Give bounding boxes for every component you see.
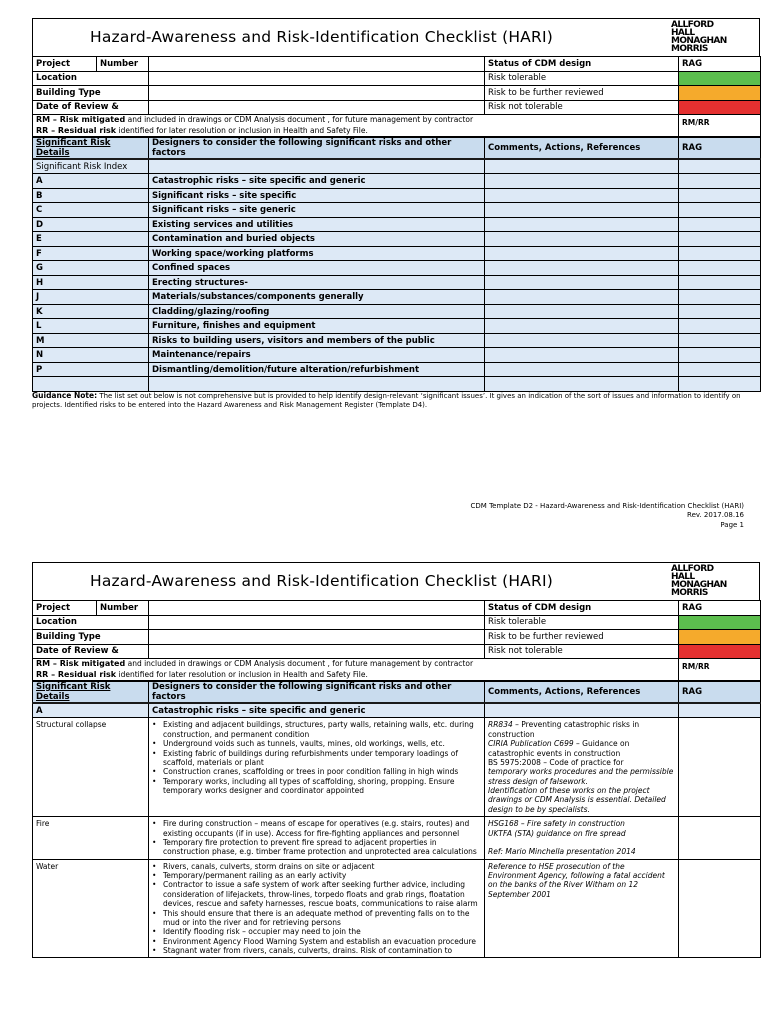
title-box — [32, 562, 760, 600]
rm-rr-legend — [33, 659, 679, 681]
date-review-field[interactable] — [149, 100, 485, 115]
section-title: Catastrophic risks – site specific and generic — [149, 703, 485, 718]
risk-code: P — [33, 362, 149, 377]
risk-code: E — [33, 232, 149, 247]
header-table — [32, 600, 761, 681]
rmrr-label: RM/RR — [679, 115, 761, 137]
rag-cell[interactable] — [679, 859, 761, 958]
risk-code: B — [33, 188, 149, 203]
building-type-field[interactable] — [149, 630, 485, 645]
risk-code: G — [33, 261, 149, 276]
logo-line: ALLFORD — [671, 20, 714, 30]
location-field[interactable] — [149, 71, 485, 86]
location-field[interactable] — [149, 615, 485, 630]
col-header-details: Significant Risk Details — [33, 682, 149, 704]
rag-red-swatch — [679, 644, 761, 659]
header-table — [32, 56, 761, 137]
rag-cell[interactable] — [679, 304, 761, 319]
detail-table — [32, 681, 761, 958]
comment-cell[interactable] — [485, 188, 679, 203]
detail-row-fire — [33, 817, 761, 860]
rag-label: RAG — [679, 601, 761, 616]
comment-cell[interactable] — [485, 203, 679, 218]
checklist-page-2 — [32, 562, 760, 958]
logo-line: HALL — [671, 28, 695, 38]
risk-code: N — [33, 348, 149, 363]
rag-cell[interactable] — [679, 362, 761, 377]
risk-title: Significant risks – site generic — [149, 203, 485, 218]
factor-item: • Construction cranes, scaffolding or trees in poor condition falling in high winds — [152, 767, 481, 776]
factor-item: • Identify flooding risk – occupier may need to join the — [152, 927, 481, 936]
number-label: Number — [97, 57, 149, 72]
comment-cell[interactable]: HSG168 – Fire safety in construction UKTFA (STA) guidance on fire spread Ref: Mario Minchella presentation 2014 — [485, 817, 679, 860]
comment-cell[interactable] — [485, 290, 679, 305]
logo-line: MORRIS — [671, 44, 708, 54]
status-label: Status of CDM design — [485, 57, 679, 72]
factor-item: • Temporary/permanent railing as an early activity — [152, 871, 481, 880]
comment-cell[interactable]: Reference to HSE prosecution of the Environment Agency, following a fatal accident on the banks of the River Witham on 12 September 2001 — [485, 859, 679, 958]
logo-line: MONAGHAN — [671, 580, 727, 590]
project-field[interactable] — [149, 601, 485, 616]
risk-code: L — [33, 319, 149, 334]
index-label: Significant Risk Index — [33, 159, 149, 174]
page-title: Hazard-Awareness and Risk-Identification Checklist (HARI) — [90, 28, 553, 46]
rag-cell[interactable] — [679, 348, 761, 363]
risk-title: Confined spaces — [149, 261, 485, 276]
company-logo — [671, 565, 727, 597]
rr-text: identified for later resolution or inclusion in Health and Safety File. — [116, 669, 368, 679]
date-review-field[interactable] — [149, 644, 485, 659]
rm-label: RM – Risk mitigated — [36, 115, 126, 125]
project-label: Project — [33, 601, 97, 616]
risk-tolerable-label: Risk tolerable — [485, 71, 679, 86]
rr-text: identified for later resolution or inclusion in Health and Safety File. — [116, 125, 368, 135]
logo-line: ALLFORD — [671, 564, 714, 574]
comment-cell[interactable] — [485, 362, 679, 377]
footer-template-name: CDM Template D2 - Hazard-Awareness and Risk-Identification Checklist (HARI) — [470, 502, 744, 510]
rr-label: RR – Residual risk — [36, 669, 117, 679]
date-review-label: Date of Review & — [33, 644, 149, 659]
rag-cell[interactable] — [679, 246, 761, 261]
factor-list — [152, 819, 481, 857]
rag-amber-swatch — [679, 86, 761, 101]
risk-code: M — [33, 333, 149, 348]
guidance-text: The list set out below is not comprehensive but is provided to help identify design-relevant ‘significant issues’. It gives an indication of the sort of issues and information to identify on projects. Identified risks to be entered into the Hazard Awareness and Risk Management Register (Template D4). — [32, 392, 741, 410]
building-type-field[interactable] — [149, 86, 485, 101]
building-type-label: Building Type — [33, 630, 149, 645]
risk-code: C — [33, 203, 149, 218]
date-review-label: Date of Review & — [33, 100, 149, 115]
risk-code: J — [33, 290, 149, 305]
risk-name: Fire — [33, 817, 149, 860]
comment-cell[interactable] — [485, 333, 679, 348]
col-header-designers: Designers to consider the following significant risks and other factors — [149, 682, 485, 704]
rag-cell[interactable] — [679, 275, 761, 290]
comment-cell[interactable]: RR834 – Preventing catastrophic risks in construction CIRIA Publication C699 – Guidance on catastrophic events in construction BS 5975:2008 – Code of practice for temporary works procedures and the permissible stress design of falsework. Identification of these works on the project drawings or CDM Analysis is essential. Detailed design to be by specialists. — [485, 718, 679, 817]
col-header-comments: Comments, Actions, References — [485, 138, 679, 160]
comment-cell[interactable] — [485, 217, 679, 232]
factor-item: • Existing fabric of buildings during refurbishments under temporary loadings of scaffold, materials or plant — [152, 749, 481, 768]
factor-item: • Stagnant water from rivers, canals, culverts, drains. Risk of contamination to — [152, 946, 481, 955]
rag-cell[interactable] — [679, 817, 761, 860]
rag-cell[interactable] — [679, 377, 761, 392]
col-header-comments: Comments, Actions, References — [485, 682, 679, 704]
risk-code: D — [33, 217, 149, 232]
rag-cell[interactable] — [679, 217, 761, 232]
comment-cell[interactable] — [485, 246, 679, 261]
risk-title: Materials/substances/components generally — [149, 290, 485, 305]
comment-cell[interactable] — [485, 348, 679, 363]
number-label: Number — [97, 601, 149, 616]
risk-title: Significant risks – site specific — [149, 188, 485, 203]
risk-index-table — [32, 137, 761, 392]
detail-row-structural-collapse — [33, 718, 761, 817]
risk-title: Dismantling/demolition/future alteration/refurbishment — [149, 362, 485, 377]
risk-name: Water — [33, 859, 149, 958]
col-header-details: Significant Risk Details — [33, 138, 149, 160]
risk-title: Working space/working platforms — [149, 246, 485, 261]
rag-cell[interactable] — [679, 333, 761, 348]
comment-cell[interactable] — [485, 174, 679, 189]
rag-cell[interactable] — [679, 203, 761, 218]
footer-page-number: Page 1 — [720, 520, 744, 529]
col-header-designers: Designers to consider the following significant risks and other factors — [149, 138, 485, 160]
risk-title: Existing services and utilities — [149, 217, 485, 232]
guidance-label: Guidance Note: — [32, 391, 98, 400]
footer-revision: Rev. 2017.08.16 — [687, 511, 744, 520]
risk-title: Erecting structures- — [149, 275, 485, 290]
risk-code: K — [33, 304, 149, 319]
rag-green-swatch — [679, 615, 761, 630]
comment-cell[interactable] — [485, 319, 679, 334]
rag-amber-swatch — [679, 630, 761, 645]
comment-cell[interactable] — [485, 304, 679, 319]
risk-not-tolerable-label: Risk not tolerable — [485, 644, 679, 659]
factor-item: • Rivers, canals, culverts, storm drains on site or adjacent — [152, 862, 481, 871]
status-label: Status of CDM design — [485, 601, 679, 616]
factor-item: • Fire during construction – means of escape for operatives (e.g. stairs, routes) and existing occupants (if in use). Access for fire-fighting appliances and personnel — [152, 819, 481, 838]
project-field[interactable] — [149, 57, 485, 72]
rag-cell[interactable] — [679, 188, 761, 203]
risk-title: Risks to building users, visitors and members of the public — [149, 333, 485, 348]
risk-name: Structural collapse — [33, 718, 149, 817]
title-box — [32, 18, 760, 56]
rmrr-label: RM/RR — [679, 659, 761, 681]
risk-title: Catastrophic risks – site specific and generic — [149, 174, 485, 189]
risk-title: Furniture, finishes and equipment — [149, 319, 485, 334]
rm-rr-legend — [33, 115, 679, 137]
risk-review-label: Risk to be further reviewed — [485, 630, 679, 645]
factor-list — [152, 720, 481, 795]
project-label: Project — [33, 57, 97, 72]
section-code: A — [33, 703, 149, 718]
factor-item: • This should ensure that there is an adequate method of preventing falls on to the mud or into the river and for retrieving persons — [152, 909, 481, 928]
rag-green-swatch — [679, 71, 761, 86]
rm-text: and included in drawings or CDM Analysis document , for future management by contractor — [125, 115, 474, 125]
factor-list — [152, 862, 481, 956]
rag-cell[interactable] — [679, 290, 761, 305]
factor-item: • Temporary works, including all types of scaffolding, shoring, propping. Ensure temporary works designer and coordinator appointed — [152, 777, 481, 796]
risk-review-label: Risk to be further reviewed — [485, 86, 679, 101]
page-footer — [471, 502, 744, 530]
location-label: Location — [33, 615, 149, 630]
location-label: Location — [33, 71, 149, 86]
risk-code: A — [33, 174, 149, 189]
col-header-rag: RAG — [679, 138, 761, 160]
factor-item: • Environment Agency Flood Warning System and establish an evacuation procedure — [152, 937, 481, 946]
risk-code: F — [33, 246, 149, 261]
rag-cell[interactable] — [679, 319, 761, 334]
logo-line: MONAGHAN — [671, 36, 727, 46]
factor-item: • Contractor to issue a safe system of work after seeking further advice, including consideration of lifejackets, throw-lines, torpedo floats and grab rings, floatation devices, rescue and safety harnesses, rescue boats, communications to raise alarm — [152, 880, 481, 908]
logo-line: MORRIS — [671, 588, 708, 598]
rm-label: RM – Risk mitigated — [36, 659, 126, 669]
factor-item: • Temporary fire protection to prevent fire spread to adjacent properties in construction phase, e.g. timber frame protection and unprotected area calculations — [152, 838, 481, 857]
rag-red-swatch — [679, 100, 761, 115]
comment-cell[interactable] — [485, 261, 679, 276]
factor-item: • Underground voids such as tunnels, vaults, mines, old workings, wells, etc. — [152, 739, 481, 748]
comment-cell[interactable] — [485, 275, 679, 290]
rm-text: and included in drawings or CDM Analysis document , for future management by contractor — [125, 659, 474, 669]
rag-cell[interactable] — [679, 232, 761, 247]
risk-code: H — [33, 275, 149, 290]
factor-item: • Existing and adjacent buildings, structures, party walls, retaining walls, etc. during construction, and permanent condition — [152, 720, 481, 739]
detail-row-water — [33, 859, 761, 958]
comment-cell[interactable] — [485, 232, 679, 247]
comment-cell[interactable] — [485, 377, 679, 392]
company-logo — [671, 21, 727, 53]
rag-cell[interactable] — [679, 718, 761, 817]
page-title: Hazard-Awareness and Risk-Identification Checklist (HARI) — [90, 572, 553, 590]
risk-title: Cladding/glazing/roofing — [149, 304, 485, 319]
rr-label: RR – Residual risk — [36, 125, 117, 135]
logo-line: HALL — [671, 572, 695, 582]
risk-not-tolerable-label: Risk not tolerable — [485, 100, 679, 115]
risk-title: Maintenance/repairs — [149, 348, 485, 363]
rag-cell[interactable] — [679, 174, 761, 189]
rag-label: RAG — [679, 57, 761, 72]
col-header-rag: RAG — [679, 682, 761, 704]
risk-tolerable-label: Risk tolerable — [485, 615, 679, 630]
guidance-note — [32, 391, 744, 411]
risk-title: Contamination and buried objects — [149, 232, 485, 247]
rag-cell[interactable] — [679, 261, 761, 276]
checklist-page-1 — [32, 18, 760, 392]
building-type-label: Building Type — [33, 86, 149, 101]
